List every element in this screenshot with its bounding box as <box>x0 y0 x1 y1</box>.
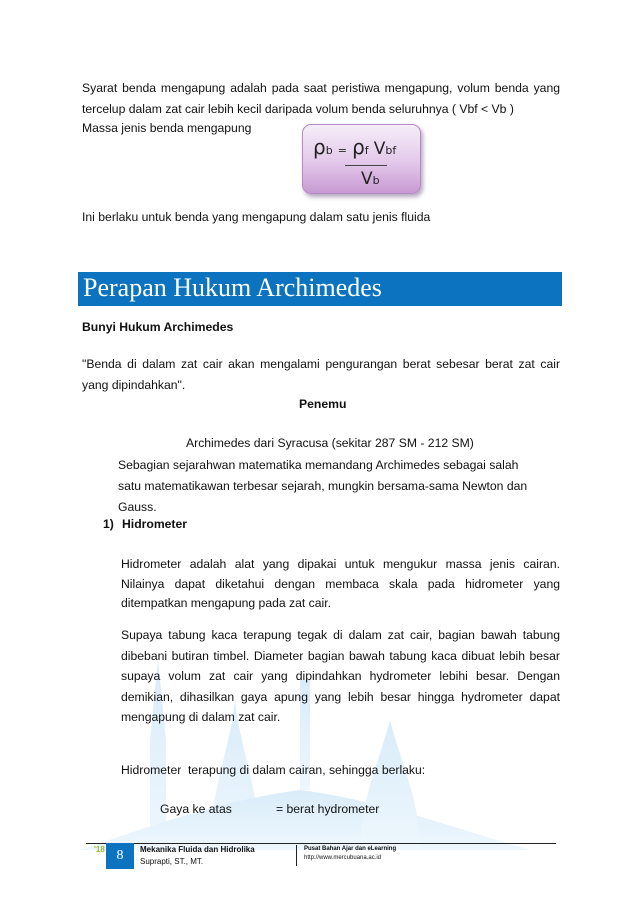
v-symbol-denominator: V <box>361 169 373 189</box>
penemu-description: Sebagian sejarahwan matematika memandang Archimedes sebagai salah satu matematikawan terbesar sejarah, mungkin bersama-sama Newton dan Gauss. <box>118 458 528 514</box>
rho-symbol-fluid: ρ <box>352 135 365 159</box>
v-symbol: V <box>373 139 386 159</box>
footer-url[interactable]: http://www.mercubuana.ac.id <box>304 855 382 861</box>
penemu-name: Archimedes dari Syracusa (sekitar 287 SM - 212 SM) <box>186 436 474 450</box>
hidrometer-title: Hidrometer <box>122 517 188 531</box>
footer-center: Pusat Bahan Ajar dan eLearning <box>304 846 397 852</box>
equals-sign: = <box>337 144 347 157</box>
floating-density-formula <box>302 124 421 194</box>
footer-course: Mekanika Fluida dan Hidrolika <box>140 845 255 854</box>
hidrometer-paragraph-1: Hidrometer adalah alat yang dipakai untuk mengukur massa jenis cairan. Nilainya dapat diketahui dengan membaca skala pada hidrometer yang ditempatkan mengapung pada zat cair. <box>121 557 560 610</box>
footer-author: Suprapti, ST., MT. <box>140 857 204 866</box>
hidrometer-paragraph-2: Supaya tabung kaca terapung tegak di dalam zat cair, bagian bawah tabung dibebani butiran timbel. Diameter bagian bawah tabung kaca dibuat lebih besar supaya volum zat cair yang dipindahkan hydrometer lebihi besar. Dengan demikian, dihasilkan gaya apung yang lebih besar hingga hydrometer dapat mengapung di dalam zat cair. <box>121 628 560 724</box>
footer-divider <box>296 845 297 866</box>
equation-left: Gaya ke atas <box>160 802 232 816</box>
penemu-label: Penemu <box>299 397 347 411</box>
archimedes-quote: "Benda di dalam zat cair akan mengalami pengurangan berat sebesar berat zat cair yang dipindahkan". <box>82 357 560 392</box>
intro-paragraph: Syarat benda mengapung adalah pada saat peristiwa mengapung, volum benda yang tercelup dalam zat cair lebih kecil daripada volum benda seluruhnya ( Vbf < Vb ) <box>82 81 560 116</box>
sub-b-denominator: b <box>372 174 380 187</box>
footer-rule <box>86 843 556 844</box>
sub-b: b <box>325 144 333 157</box>
fluid-note: Ini berlaku untuk benda yang mengapung dalam satu jenis fluida <box>82 210 431 224</box>
section-heading: Perapan Hukum Archimedes <box>83 273 382 302</box>
sub-bf: bf <box>385 144 397 157</box>
section-heading-bar <box>78 272 562 306</box>
hidrometer-paragraph-3: Hidrometer terapung di dalam cairan, sehingga berlaku: <box>121 763 426 777</box>
density-label: Massa jenis benda mengapung <box>82 121 252 135</box>
equation-right: = berat hydrometer <box>276 802 380 816</box>
page-number: 8 <box>106 843 134 869</box>
footer-year: '18 <box>94 845 105 854</box>
list-number: 1) <box>103 517 114 531</box>
rho-symbol: ρ <box>313 135 326 159</box>
fraction-bar <box>345 165 387 166</box>
sub-f: f <box>364 144 369 157</box>
subheading: Bunyi Hukum Archimedes <box>82 320 234 334</box>
